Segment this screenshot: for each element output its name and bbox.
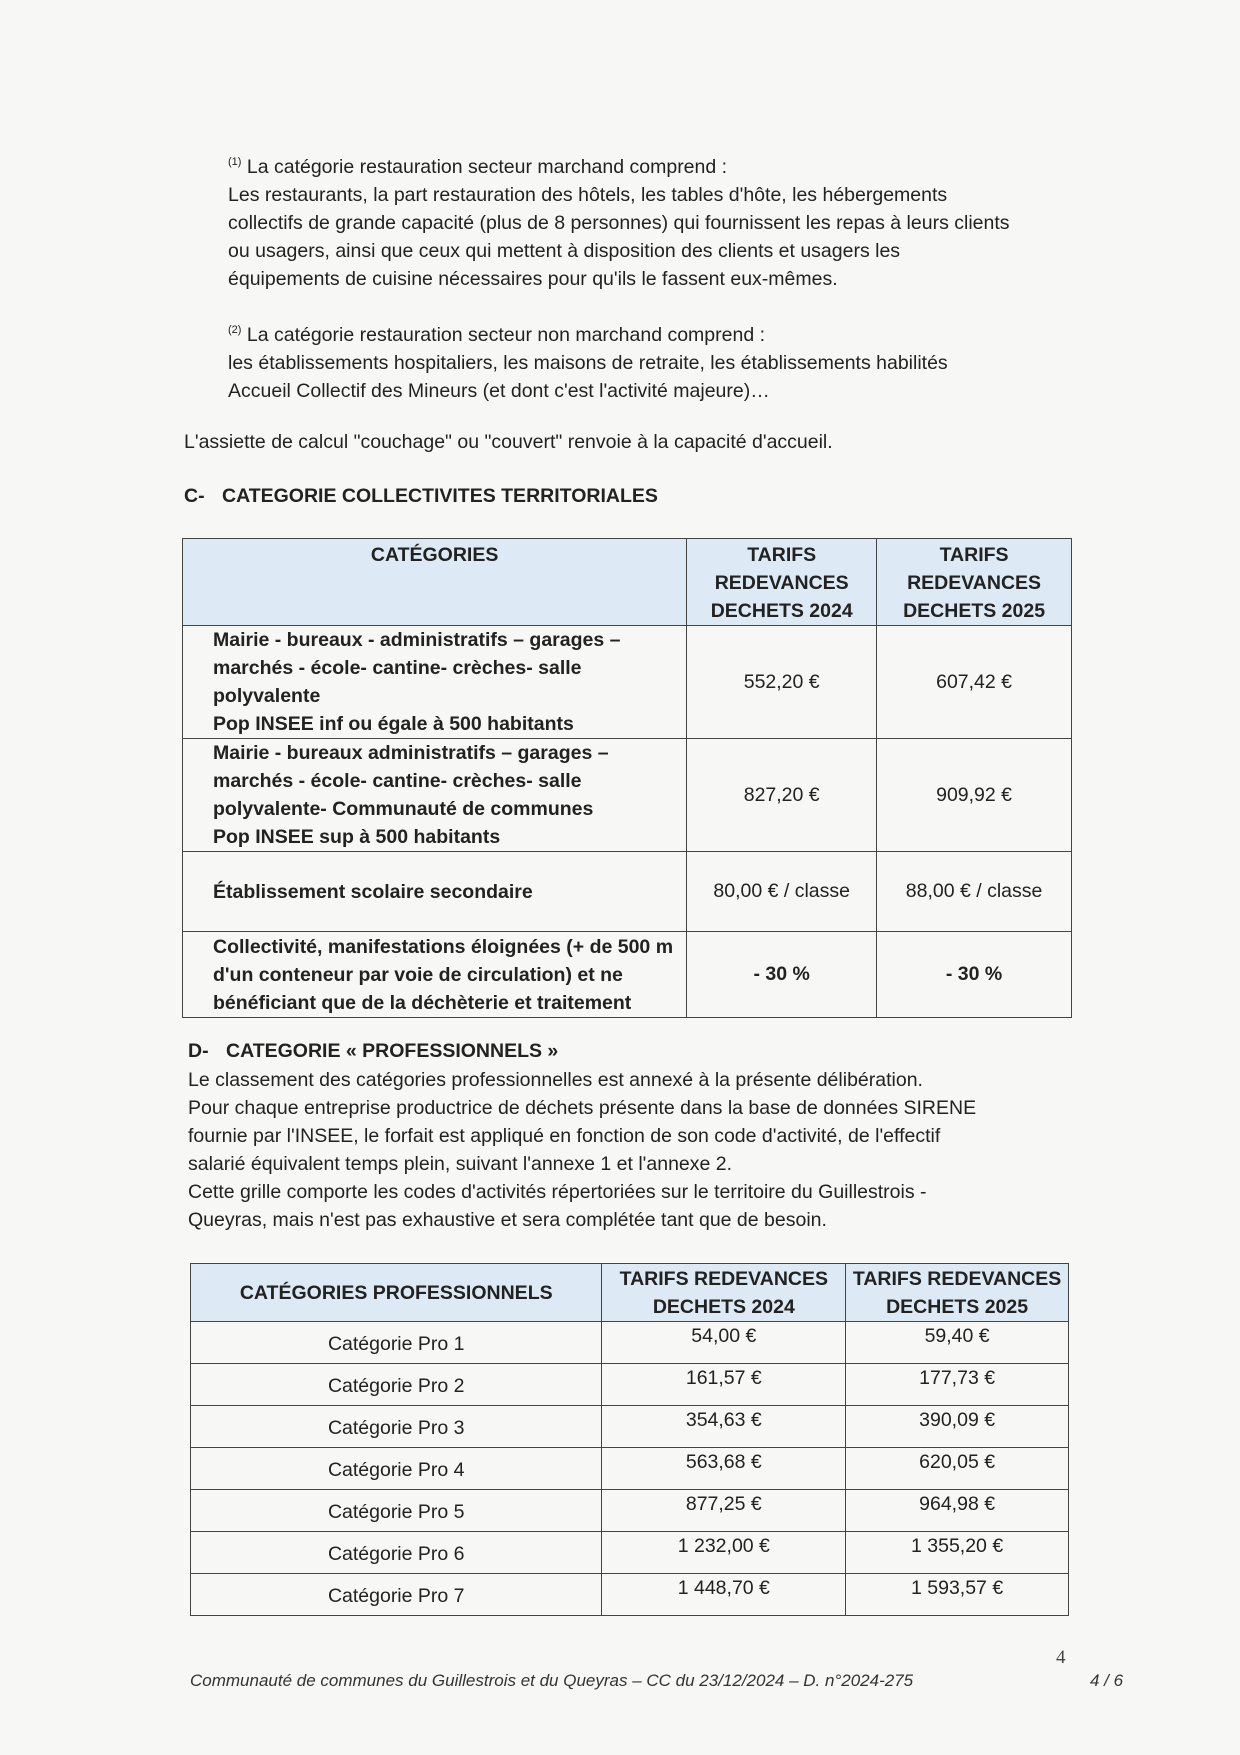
note-1-title: $^{(1)}$ La catégorie restauration secteur marchand comprend : bbox=[228, 156, 728, 178]
table-row bbox=[191, 1322, 1069, 1364]
note-1-line: ou usagers, ainsi que ceux qui mettent à disposition des clients et usagers les bbox=[228, 240, 901, 262]
row-tarif-2024: 54,00 € bbox=[602, 1322, 846, 1364]
row-tarif-2024: 877,25 € bbox=[602, 1490, 846, 1532]
table-row bbox=[183, 852, 1072, 932]
row-category: Mairie - bureaux - administratifs – garages – marchés - école- cantine- crèches- salle polyvalente Pop INSEE inf ou égale à 500 habitants bbox=[183, 626, 687, 739]
note-1-line: équipements de cuisine nécessaires pour qu'ils le fassent eux-mêmes. bbox=[228, 268, 838, 290]
paragraph-line: Cette grille comporte les codes d'activités répertoriées sur le territoire du Guillestrois - bbox=[188, 1181, 927, 1203]
section-c-heading bbox=[184, 485, 658, 508]
row-tarif-2025: 390,09 € bbox=[846, 1406, 1069, 1448]
table-row bbox=[191, 1364, 1069, 1406]
row-tarif-2024: 827,20 € bbox=[687, 739, 877, 852]
row-tarif-2024: - 30 % bbox=[687, 932, 877, 1018]
table-row bbox=[183, 626, 1072, 739]
section-d-text bbox=[188, 1066, 1068, 1234]
header-categories: CATÉGORIES PROFESSIONNELS bbox=[191, 1264, 602, 1322]
row-tarif-2024: 354,63 € bbox=[602, 1406, 846, 1448]
footer-page-of: 4 / 6 bbox=[1090, 1671, 1124, 1690]
row-category: Mairie - bureaux administratifs – garages – marchés - école- cantine- crèches- salle polyvalente- Communauté de communes Pop INSEE sup à 500 habitants bbox=[183, 739, 687, 852]
row-tarif-2025: 620,05 € bbox=[846, 1448, 1069, 1490]
section-c-letter: C- bbox=[184, 485, 205, 507]
row-tarif-2024: 161,57 € bbox=[602, 1364, 846, 1406]
note-2-title: $^{(2)}$ La catégorie restauration secteur non marchand comprend : bbox=[228, 324, 766, 346]
note-2-line: les établissements hospitaliers, les maisons de retraite, les établissements habilités bbox=[228, 352, 948, 374]
footer-text: Communauté de communes du Guillestrois et du Queyras – CC du 23/12/2024 – D. n°2024-275 bbox=[190, 1671, 914, 1690]
note-1-line: collectifs de grande capacité (plus de 8 personnes) qui fournissent les repas à leurs clients bbox=[228, 212, 1010, 234]
paragraph-line: salarié équivalent temps plein, suivant l'annexe 1 et l'annexe 2. bbox=[188, 1153, 733, 1175]
row-category: Catégorie Pro 4 bbox=[191, 1448, 602, 1490]
row-tarif-2024: 552,20 € bbox=[687, 626, 877, 739]
note-1 bbox=[228, 148, 1066, 293]
row-tarif-2025: 909,92 € bbox=[877, 739, 1072, 852]
assiette-text: L'assiette de calcul "couchage" ou "couvert" renvoie à la capacité d'accueil. bbox=[184, 431, 833, 453]
row-tarif-2025: 88,00 € / classe bbox=[877, 852, 1072, 932]
note-2 bbox=[228, 316, 1066, 405]
paragraph-line: Le classement des catégories professionnelles est annexé à la présente délibération. bbox=[188, 1069, 923, 1091]
note-2-line: Accueil Collectif des Mineurs (et dont c'est l'activité majeure)… bbox=[228, 380, 770, 402]
header-tarif-2024: TARIFS REDEVANCES DECHETS 2024 bbox=[687, 539, 877, 626]
table-row bbox=[191, 1406, 1069, 1448]
header-categories: CATÉGORIES bbox=[183, 539, 687, 626]
row-tarif-2025: 177,73 € bbox=[846, 1364, 1069, 1406]
row-tarif-2025: 1 355,20 € bbox=[846, 1532, 1069, 1574]
page-mark: 4 bbox=[1056, 1647, 1066, 1668]
collectivites-table bbox=[182, 538, 1072, 1018]
row-tarif-2025: 1 593,57 € bbox=[846, 1574, 1069, 1616]
row-category: Catégorie Pro 6 bbox=[191, 1532, 602, 1574]
row-tarif-2025: 607,42 € bbox=[877, 626, 1072, 739]
row-tarif-2024: 80,00 € / classe bbox=[687, 852, 877, 932]
table-header-row bbox=[191, 1264, 1069, 1322]
row-category: Catégorie Pro 2 bbox=[191, 1364, 602, 1406]
row-tarif-2024: 563,68 € bbox=[602, 1448, 846, 1490]
table-row bbox=[191, 1574, 1069, 1616]
section-d-title: CATEGORIE « PROFESSIONNELS » bbox=[226, 1040, 559, 1062]
note-2-marker: (2) bbox=[228, 324, 242, 336]
note-1-line: Les restaurants, la part restauration des hôtels, les tables d'hôte, les hébergements bbox=[228, 184, 948, 206]
row-category: Catégorie Pro 7 bbox=[191, 1574, 602, 1616]
row-category: Établissement scolaire secondaire bbox=[183, 852, 687, 932]
professionnels-table bbox=[190, 1263, 1069, 1616]
row-category: Catégorie Pro 1 bbox=[191, 1322, 602, 1364]
table-header-row bbox=[183, 539, 1072, 626]
note-1-marker: (1) bbox=[228, 156, 242, 168]
row-tarif-2024: 1 448,70 € bbox=[602, 1574, 846, 1616]
row-tarif-2025: 964,98 € bbox=[846, 1490, 1069, 1532]
table-row bbox=[183, 739, 1072, 852]
paragraph-line: fournie par l'INSEE, le forfait est appliqué en fonction de son code d'activité, de l'effectif bbox=[188, 1125, 941, 1147]
row-tarif-2025: - 30 % bbox=[877, 932, 1072, 1018]
table-row bbox=[191, 1448, 1069, 1490]
section-d-heading bbox=[188, 1040, 558, 1063]
section-c-title: CATEGORIE COLLECTIVITES TERRITORIALES bbox=[222, 485, 658, 507]
row-tarif-2025: 59,40 € bbox=[846, 1322, 1069, 1364]
paragraph-line: Queyras, mais n'est pas exhaustive et sera complétée tant que de besoin. bbox=[188, 1209, 827, 1231]
row-category: Collectivité, manifestations éloignées (+ de 500 m d'un conteneur par voie de circulation) et ne bénéficiant que de la déchèterie et traitement bbox=[183, 932, 687, 1018]
row-category: Catégorie Pro 5 bbox=[191, 1490, 602, 1532]
section-d-letter: D- bbox=[188, 1040, 209, 1062]
header-tarif-2024: TARIFS REDEVANCES DECHETS 2024 bbox=[602, 1264, 846, 1322]
row-tarif-2024: 1 232,00 € bbox=[602, 1532, 846, 1574]
table-row bbox=[183, 932, 1072, 1018]
row-category: Catégorie Pro 3 bbox=[191, 1406, 602, 1448]
table-row bbox=[191, 1490, 1069, 1532]
paragraph-line: Pour chaque entreprise productrice de déchets présente dans la base de données SIRENE bbox=[188, 1097, 977, 1119]
header-tarif-2025: TARIFS REDEVANCES DECHETS 2025 bbox=[877, 539, 1072, 626]
table-row bbox=[191, 1532, 1069, 1574]
header-tarif-2025: TARIFS REDEVANCES DECHETS 2025 bbox=[846, 1264, 1069, 1322]
